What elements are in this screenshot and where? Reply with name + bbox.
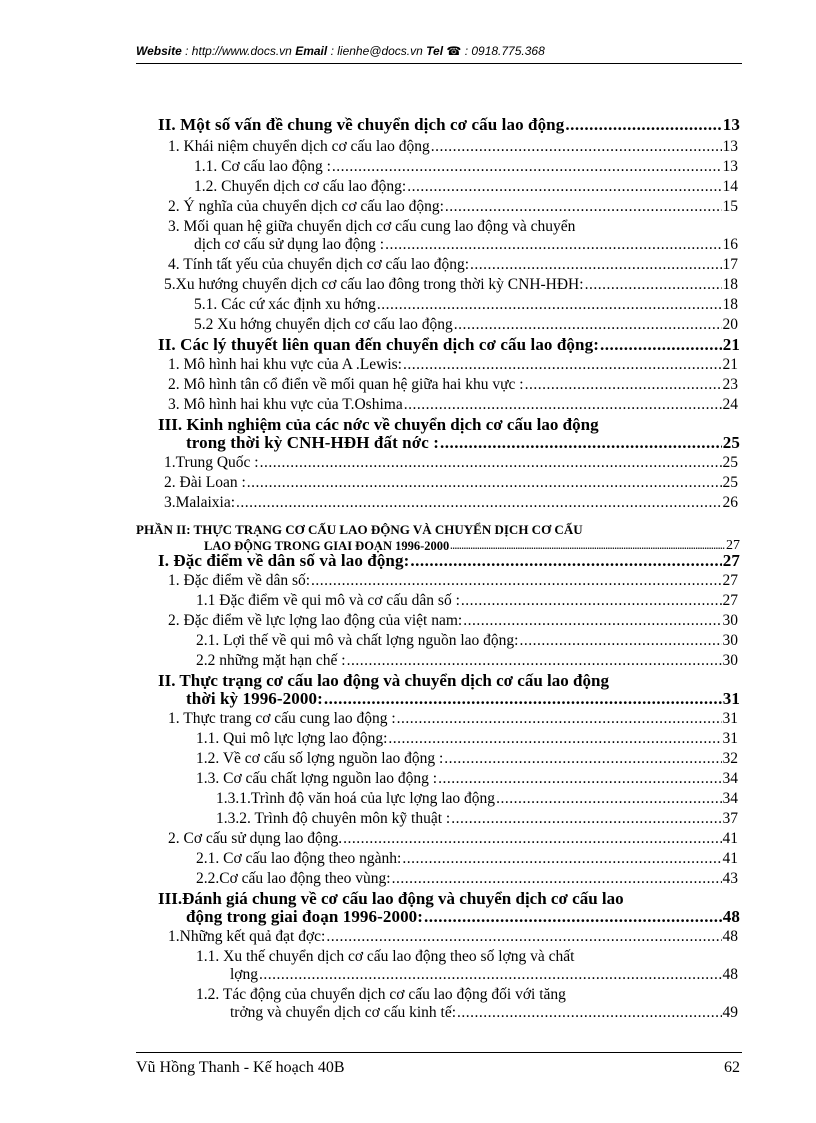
toc-entry-title: 2. Cơ cấu sử dụng lao động. [168, 830, 343, 847]
toc-entry-page: 49 [722, 1004, 738, 1021]
toc-entry[interactable] [158, 336, 740, 354]
dot-leader [457, 1004, 722, 1022]
toc-entry[interactable] [186, 434, 740, 452]
toc-entry-title: trong thời kỳ CNH-HĐH đất nớc : [186, 433, 440, 452]
toc-entry-title: 1.3.1.Trình độ văn hoá của lực lợng lao động [216, 790, 496, 807]
toc-entry-title: 2. Đài Loan : [164, 474, 246, 491]
toc-entry-page: 13 [722, 158, 738, 175]
toc-entry-page: 34 [722, 790, 738, 807]
toc-entry[interactable] [164, 276, 738, 294]
toc-entry[interactable] [230, 1004, 738, 1022]
toc-entry-page: 34 [722, 770, 738, 787]
footer-author: Vũ Hồng Thanh - Kế hoạch 40B [136, 1059, 345, 1076]
toc-entry-page: 25 [722, 474, 738, 491]
toc-entry[interactable] [168, 256, 738, 274]
toc-entry-title: LAO ĐỘNG TRONG GIAI ĐOẠN 1996-2000 [204, 539, 450, 553]
dot-leader [440, 434, 722, 452]
toc-entry[interactable] [194, 316, 738, 334]
toc-entry-title: 2. Đặc điểm về lực lợng lao động của việt nam: [168, 612, 463, 629]
toc-entry[interactable] [158, 116, 740, 134]
dot-leader [324, 690, 722, 708]
toc-entry-title: 2.1. Lợi thế về qui mô và chất lợng nguồn lao động: [196, 632, 519, 649]
toc-entry-title: 5.1. Các cứ xác định xu hớng [194, 296, 376, 313]
toc-entry[interactable] [216, 810, 738, 828]
dot-leader [404, 396, 722, 414]
toc-entry-title: 4. Tính tất yếu của chuyển dịch cơ cấu lao động: [168, 256, 470, 273]
toc-entry-page: 14 [722, 178, 738, 195]
toc-entry-title: I. Đặc điểm về dân số và lao động: [158, 551, 410, 570]
dot-leader [431, 138, 722, 156]
toc-entry[interactable] [196, 850, 738, 868]
toc-entry-title: lợng [230, 966, 259, 983]
toc-entry-page: 30 [722, 652, 738, 669]
toc-entry[interactable] [168, 928, 738, 946]
toc-entry-page: 18 [722, 296, 738, 313]
toc-entry[interactable] [194, 178, 738, 196]
toc-entry[interactable] [168, 376, 738, 394]
toc-entry[interactable] [230, 966, 738, 984]
toc-entry[interactable] [168, 356, 738, 374]
dot-leader [424, 908, 722, 926]
toc-entry-page: 48 [722, 928, 738, 945]
toc-entry-title: 2. Mô hình tân cổ điển về mối quan hệ giữa hai khu vực : [168, 376, 524, 393]
toc-entry[interactable] [168, 198, 738, 216]
toc-entry-title: 1. Đặc điểm về dân số: [168, 572, 311, 589]
toc-entry-page: 24 [722, 396, 738, 413]
toc-entry-title: 2.1. Cơ cấu lao động theo ngành: [196, 850, 402, 867]
toc-entry[interactable] [196, 592, 738, 610]
toc-entry-page: 37 [722, 810, 738, 827]
dot-leader [311, 572, 721, 590]
toc-entry-page: 27 [722, 551, 740, 570]
toc-entry-title: 5.Xu hướng chuyển dịch cơ cấu lao đông trong thời kỳ CNH-HĐH: [164, 276, 584, 293]
toc-entry[interactable] [196, 652, 738, 670]
toc-entry-title: thời kỳ 1996-2000: [186, 689, 323, 708]
toc-entry-title-line: 1.1. Xu thế chuyển dịch cơ cấu lao động theo số lợng và chất [196, 948, 575, 965]
toc-entry-title: 1. Thực trang cơ cấu cung lao động : [168, 710, 396, 727]
footer-page-number: 62 [724, 1059, 740, 1076]
toc-entry-title: dịch cơ cấu sử dụng lao động : [194, 236, 385, 253]
toc-entry[interactable] [196, 750, 738, 768]
header-divider [136, 63, 742, 64]
toc-entry-title: 1.3.2. Trình độ chuyên môn kỹ thuật : [216, 810, 451, 827]
dot-leader [392, 870, 722, 888]
page-header [136, 44, 742, 58]
dot-leader [403, 356, 722, 374]
toc-entry-page: 21 [722, 335, 740, 354]
toc-entry[interactable] [196, 870, 738, 888]
toc-entry-page: 20 [722, 316, 738, 333]
toc-entry-page: 23 [722, 376, 738, 393]
toc-entry-title-line: III. Kinh nghiệm của các nớc về chuyển dịch cơ cấu lao động [158, 415, 599, 434]
toc-entry[interactable] [168, 612, 738, 630]
toc-entry-title: 1.2. Về cơ cấu số lợng nguồn lao động : [196, 750, 444, 767]
toc-entry-title-line: II. Thực trạng cơ cấu lao động và chuyển dịch cơ cấu lao động [158, 671, 609, 690]
toc-entry-title: 1.1. Qui mô lực lợng lao động: [196, 730, 388, 747]
dot-leader [445, 198, 722, 216]
toc-entry-title: 3.Malaixia: [164, 494, 236, 511]
dot-leader [438, 770, 721, 788]
dot-leader [388, 730, 721, 748]
toc-entry[interactable] [168, 138, 738, 156]
toc-entry-title: 1. Khái niệm chuyển dịch cơ cấu lao động [168, 138, 430, 155]
toc-entry-title: 1. Mô hình hai khu vực của A .Lewis: [168, 356, 402, 373]
dot-leader [410, 552, 721, 570]
toc-entry-page: 27 [726, 538, 740, 553]
dot-leader [260, 454, 722, 472]
toc-entry[interactable] [194, 236, 738, 254]
dot-leader [444, 750, 721, 768]
toc-part-title-line: PHẦN II: THỰC TRẠNG CƠ CẤU LAO ĐỘNG VÀ CHUYỂN DỊCH CƠ CẤU [136, 522, 583, 537]
toc-entry-page: 25 [722, 433, 740, 452]
toc-entry-page: 13 [722, 115, 740, 134]
dot-leader [463, 612, 721, 630]
toc-entry-page: 13 [722, 138, 738, 155]
toc-entry[interactable] [168, 396, 738, 414]
toc-entry-title: 1.Những kết quả đạt đợc: [168, 928, 326, 945]
dot-leader [332, 158, 722, 176]
dot-leader [377, 296, 722, 314]
toc-entry-title: 2.2.Cơ cấu lao động theo vùng: [196, 870, 391, 887]
toc-entry-title-line: III.Đánh giá chung về cơ cấu lao động và chuyển dịch cơ cấu lao [158, 889, 624, 908]
footer-divider [136, 1052, 742, 1053]
toc-entry-title: II. Một số vấn đề chung về chuyển dịch cơ cấu lao động [158, 115, 565, 134]
toc-entry-title: 3. Mô hình hai khu vực của T.Oshima [168, 396, 403, 413]
toc-entry-page: 17 [722, 256, 738, 273]
toc-entry[interactable] [186, 908, 740, 926]
dot-leader [236, 494, 721, 512]
toc-entry-page: 31 [722, 730, 738, 747]
tel-label: Tel [426, 44, 444, 58]
tel-value: : 0918.775.368 [464, 44, 545, 58]
toc-entry-title: động trong giai đoạn 1996-2000: [186, 907, 424, 926]
toc-entry-page: 25 [722, 454, 738, 471]
website-value: : http://www.docs.vn [185, 44, 292, 58]
dot-leader [565, 116, 721, 134]
toc-entry-page: 30 [722, 612, 738, 629]
dot-leader [451, 810, 721, 828]
toc-entry-page: 26 [722, 494, 738, 511]
toc-entry-page: 31 [722, 689, 740, 708]
toc-entry-title: 1.3. Cơ cấu chất lợng nguồn lao động : [196, 770, 438, 787]
toc-entry[interactable] [168, 830, 738, 848]
dot-leader [259, 966, 721, 984]
dot-leader [407, 178, 721, 196]
dot-leader [519, 632, 721, 650]
toc-entry-title: 5.2 Xu hớng chuyển dịch cơ cấu lao động [194, 316, 453, 333]
toc-entry-title: 2. Ý nghĩa của chuyển dịch cơ cấu lao động: [168, 198, 444, 215]
toc-entry-page: 48 [722, 907, 740, 926]
toc-entry[interactable] [194, 158, 738, 176]
toc-entry[interactable] [196, 770, 738, 788]
toc-entry[interactable] [164, 474, 738, 492]
toc-entry[interactable] [168, 572, 738, 590]
dot-leader [585, 276, 722, 294]
toc-entry[interactable] [186, 690, 740, 708]
toc-entry-page: 18 [722, 276, 738, 293]
toc-entry[interactable] [164, 494, 738, 512]
toc-entry-title-line: 1.2. Tác động của chuyển dịch cơ cấu lao động đối với tăng [196, 986, 566, 1003]
toc-entry-title: 1.2. Chuyển dịch cơ cấu lao động: [194, 178, 407, 195]
toc-entry-page: 41 [722, 830, 738, 847]
toc-entry-page: 48 [722, 966, 738, 983]
toc-entry-title: 2.2 những mặt hạn chế : [196, 652, 346, 669]
website-label: Website [136, 44, 182, 58]
toc-entry[interactable] [216, 790, 738, 808]
toc-entry-page: 15 [722, 198, 738, 215]
toc-entry[interactable] [158, 552, 740, 570]
dot-leader [385, 236, 721, 254]
dot-leader [496, 790, 721, 808]
toc-entry-title: trởng và chuyển dịch cơ cấu kinh tế: [230, 1004, 456, 1021]
dot-leader [347, 652, 722, 670]
toc-entry-title-line: 3. Mối quan hệ giữa chuyển dịch cơ cấu cung lao động và chuyển [168, 218, 576, 235]
email-label: Email [295, 44, 328, 58]
toc-entry-page: 16 [722, 236, 738, 253]
dot-leader [326, 928, 721, 946]
email-value: : lienhe@docs.vn [330, 44, 423, 58]
dot-leader [397, 710, 722, 728]
dot-leader [247, 474, 722, 492]
toc-entry[interactable] [196, 730, 738, 748]
toc-entry-title: 1.Trung Quốc : [164, 454, 259, 471]
toc-entry-page: 21 [722, 356, 738, 373]
toc-entry[interactable] [194, 296, 738, 314]
toc-entry-page: 27 [722, 572, 738, 589]
toc-entry-title: 1.1. Cơ cấu lao động : [194, 158, 331, 175]
dot-leader [343, 830, 721, 848]
toc-entry-page: 30 [722, 632, 738, 649]
dot-leader [525, 376, 722, 394]
toc-entry-title: II. Các lý thuyết liên quan đến chuyển dịch cơ cấu lao động: [158, 335, 599, 354]
toc-entry[interactable] [168, 710, 738, 728]
toc-entry-page: 41 [722, 850, 738, 867]
dot-leader [470, 256, 721, 274]
toc-entry[interactable] [164, 454, 738, 472]
phone-icon: ☎ [446, 44, 462, 58]
toc-entry-title: 1.1 Đặc điểm về qui mô và cơ cấu dân số : [196, 592, 460, 609]
dot-leader [600, 336, 722, 354]
toc-entry-page: 32 [722, 750, 738, 767]
toc-entry-page: 31 [722, 710, 738, 727]
dot-leader [402, 850, 721, 868]
dot-leader [454, 316, 722, 334]
toc-entry-page: 43 [722, 870, 738, 887]
toc-entry[interactable] [196, 632, 738, 650]
dot-leader [461, 592, 722, 610]
toc-entry-page: 27 [722, 592, 738, 609]
